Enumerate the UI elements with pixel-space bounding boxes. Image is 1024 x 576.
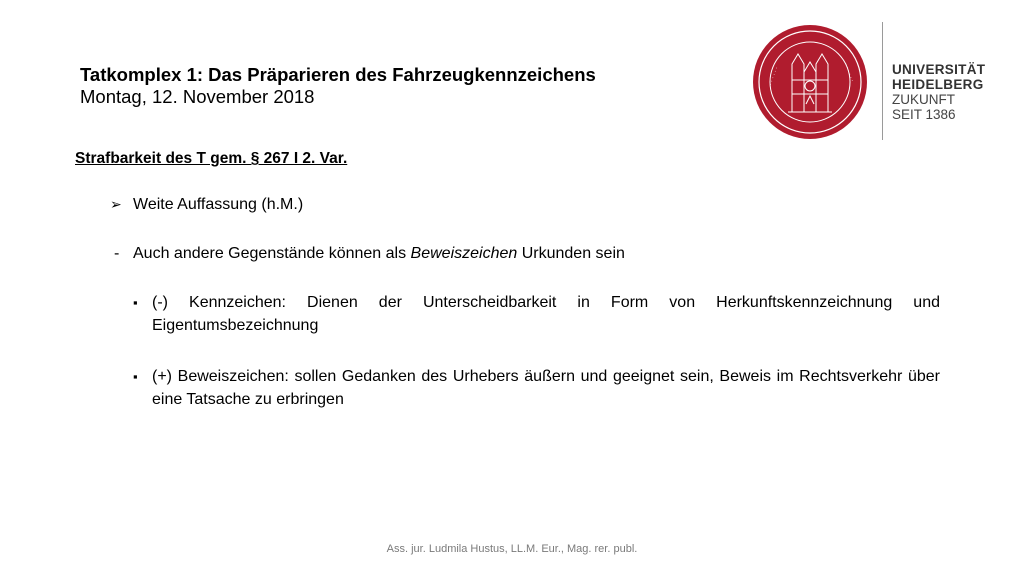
title-block — [80, 64, 596, 108]
wordmark-line-3: ZUKUNFT — [892, 92, 955, 107]
bullet-andere-gegenstaende — [133, 242, 625, 265]
square-bullet-icon: ▪ — [133, 295, 138, 310]
bullet-text-part: Urkunden sein — [517, 245, 625, 262]
wordmark-line-2: HEIDELBERG — [892, 77, 984, 92]
footer-author: Ass. jur. Ludmila Hustus, LL.M. Eur., Mag. rer. publ. — [386, 543, 638, 555]
bullet-weite-auffassung: Weite Auffassung (h.M.) — [133, 196, 304, 213]
university-seal-logo — [752, 24, 868, 140]
university-wordmark — [892, 62, 985, 122]
dash-bullet-icon: - — [114, 245, 120, 262]
slide-title: Tatkomplex 1: Das Präparieren des Fahrzeugkennzeichens — [80, 64, 596, 85]
bullet-beweiszeichen: (+) Beweiszeichen: sollen Gedanken des Urhebers äußern und geeignet sein, Beweis im Rechtsverkehr über eine Tatsache zu erbringen — [152, 368, 940, 408]
bullet-kennzeichen: (-) Kennzeichen: Dienen der Unterscheidbarkeit in Form von Herkunftskennzeichnung und Eigentumsbezeichnung — [152, 294, 940, 334]
arrow-bullet-icon: ➢ — [110, 196, 122, 212]
wordmark-line-1: UNIVERSITÄT — [892, 62, 986, 77]
bullet-text-part: Auch andere Gegenstände können als — [133, 245, 411, 262]
bullet-text-emphasis: Beweiszeichen — [410, 245, 518, 262]
svg-text:· · · · · ·: · · · · · · — [842, 62, 855, 84]
wordmark-line-4: SEIT 1386 — [892, 107, 956, 122]
svg-text:· · · · · ·: · · · · · · — [768, 66, 781, 87]
slide-subtitle: Montag, 12. November 2018 — [80, 86, 315, 107]
section-heading: Strafbarkeit des T gem. § 267 I 2. Var. — [75, 150, 348, 167]
logo-divider — [882, 22, 883, 140]
square-bullet-icon: ▪ — [133, 369, 138, 384]
